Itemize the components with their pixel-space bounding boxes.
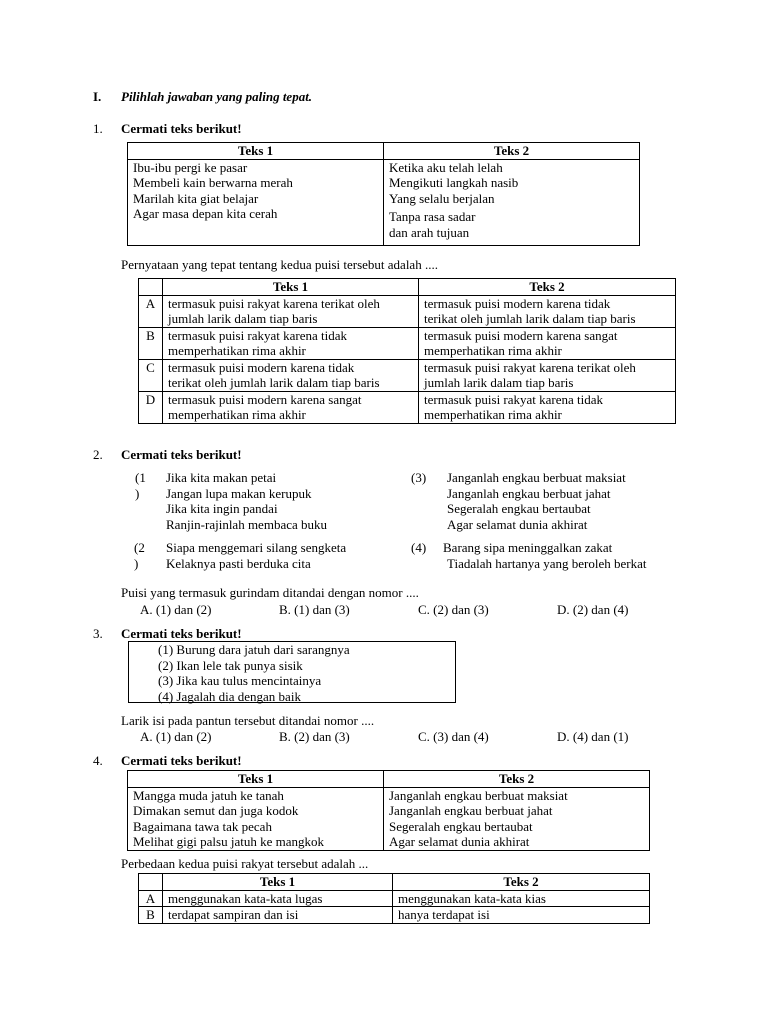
poem-number-part: ) (134, 556, 139, 571)
option-row-d[interactable] (139, 391, 676, 423)
poem-line: Melihat gigi palsu jatuh ke mangkok (133, 834, 324, 849)
q4-options-table (138, 873, 650, 924)
q1-options-teks2-header: Teks 2 (419, 279, 676, 296)
q1-teks1-cell (128, 159, 384, 245)
option-teks1 (163, 327, 419, 359)
q2-instruction: Cermati teks berikut! (121, 447, 242, 462)
poem-3 (447, 470, 626, 532)
option-label: C (139, 359, 163, 391)
q2-question: Puisi yang termasuk gurindam ditandai dengan nomor .... (121, 585, 419, 600)
pantun-line: (2) Ikan lele tak punya sisik (158, 657, 303, 673)
q1-options-corner (139, 279, 163, 296)
option-text: jumlah larik dalam tiap baris (424, 375, 574, 390)
poem-line: Kelaknya pasti berduka cita (166, 555, 311, 571)
poem-line: Janganlah engkau berbuat maksiat (447, 470, 626, 485)
option-text: memperhatikan rima akhir (424, 343, 562, 358)
q3-option-c[interactable]: C. (3) dan (4) (418, 729, 489, 744)
option-teks2: menggunakan kata-kata kias (393, 890, 650, 907)
option-text: memperhatikan rima akhir (424, 407, 562, 422)
pantun-line: (3) Jika kau tulus mencintainya (158, 673, 322, 688)
option-row-a[interactable] (139, 295, 676, 327)
option-text: termasuk puisi modern karena tidak (424, 295, 611, 311)
option-teks2: hanya terdapat isi (393, 907, 650, 924)
option-text: termasuk puisi rakyat karena tidak (424, 391, 604, 407)
poem-line: Mengikuti langkah nasib (389, 175, 519, 190)
option-text: termasuk puisi rakyat karena tidak (168, 327, 348, 343)
pantun-line: (4) Jagalah dia dengan baik (158, 688, 301, 704)
option-row-b[interactable] (139, 907, 650, 924)
q4-teks1-header: Teks 1 (128, 771, 384, 788)
q1-options-table (138, 278, 676, 424)
q1-number: 1. (93, 121, 103, 136)
option-label: D (139, 391, 163, 423)
q3-pantun-box (128, 641, 456, 703)
q1-question: Pernyataan yang tepat tentang kedua puisi tersebut adalah .... (121, 257, 438, 272)
option-text: termasuk puisi modern karena tidak (168, 359, 355, 375)
q1-options-teks1-header: Teks 1 (163, 279, 419, 296)
q4-teks2-cell (384, 787, 650, 850)
option-text: memperhatikan rima akhir (168, 343, 306, 358)
q3-question: Larik isi pada pantun tersebut ditandai nomor .... (121, 713, 375, 728)
poem-number-part: (2 (134, 540, 145, 555)
option-teks1 (163, 295, 419, 327)
q4-teks1-cell (128, 787, 384, 850)
option-row-c[interactable] (139, 359, 676, 391)
q2-number: 2. (93, 447, 103, 462)
option-label: A (139, 295, 163, 327)
q2-option-c[interactable]: C. (2) dan (3) (418, 602, 489, 617)
option-teks2 (419, 391, 676, 423)
option-text: termasuk puisi rakyat karena terikat oleh (424, 359, 636, 375)
poem-line: Janganlah engkau berbuat jahat (447, 485, 611, 501)
poem-line: Membeli kain berwarna merah (133, 175, 293, 190)
option-text: termasuk puisi modern karena sangat (424, 327, 618, 343)
option-teks2 (419, 359, 676, 391)
poem-line: Barang sipa meninggalkan zakat (443, 540, 613, 555)
poem-1-number (135, 470, 146, 502)
option-label: B (139, 327, 163, 359)
poem-3-number: (3) (411, 470, 427, 485)
q4-instruction: Cermati teks berikut! (121, 753, 242, 768)
q4-options-teks1-header: Teks 1 (163, 874, 393, 891)
option-text: memperhatikan rima akhir (168, 407, 306, 422)
option-text: terikat oleh jumlah larik dalam tiap baris (424, 311, 636, 326)
poem-line: Bagaimana tawa tak pecah (133, 818, 272, 834)
poem-number-part: ) (135, 486, 140, 501)
option-text: terikat oleh jumlah larik dalam tiap baris (168, 375, 380, 390)
option-text: termasuk puisi modern karena sangat (168, 391, 362, 407)
option-teks1 (163, 391, 419, 423)
poem-2-number (134, 540, 145, 572)
option-label: A (139, 890, 163, 907)
q2-option-a[interactable]: A. (1) dan (2) (140, 602, 212, 617)
poem-2 (166, 540, 346, 571)
q4-number: 4. (93, 753, 103, 768)
section-title: Pilihlah jawaban yang paling tepat. (121, 89, 313, 104)
poem-line: Ketika aku telah lelah (389, 159, 503, 175)
poem-line: Yang selalu berjalan (389, 190, 495, 206)
option-text: jumlah larik dalam tiap baris (168, 311, 318, 326)
option-label: B (139, 907, 163, 924)
q2-option-d[interactable]: D. (2) dan (4) (557, 602, 629, 617)
option-row-b[interactable] (139, 327, 676, 359)
poem-line: Jika kita ingin pandai (166, 501, 278, 516)
q1-instruction: Cermati teks berikut! (121, 121, 242, 136)
poem-1 (166, 470, 327, 532)
q4-options-teks2-header: Teks 2 (393, 874, 650, 891)
poem-4 (443, 540, 647, 571)
option-teks2 (419, 327, 676, 359)
poem-line: Ranjin-rajinlah membaca buku (166, 516, 328, 532)
q1-teks2-header: Teks 2 (384, 143, 640, 160)
poem-line: Ibu-ibu pergi ke pasar (133, 159, 248, 175)
q4-options-corner (139, 874, 163, 891)
poem-line: Jangan lupa makan kerupuk (166, 485, 312, 501)
q4-question: Perbedaan kedua puisi rakyat tersebut adalah ... (121, 856, 369, 871)
poem-line: Dimakan semut dan juga kodok (133, 803, 299, 818)
poem-line: Siapa menggemari silang sengketa (166, 540, 347, 555)
poem-line: Segeralah engkau bertaubat (447, 501, 591, 516)
q3-number: 3. (93, 626, 103, 641)
option-teks1: terdapat sampiran dan isi (163, 907, 393, 924)
section-number: I. (93, 89, 102, 104)
poem-line: dan arah tujuan (389, 224, 470, 240)
poem-line: Agar masa depan kita cerah (133, 206, 278, 221)
q4-teks2-header: Teks 2 (384, 771, 650, 788)
option-teks2 (419, 295, 676, 327)
poem-line: Jika kita makan petai (166, 470, 277, 485)
pantun-line: (1) Burung dara jatuh dari sarangnya (158, 642, 350, 657)
q1-teks1-header: Teks 1 (128, 143, 384, 160)
poem-line: Mangga muda jatuh ke tanah (133, 787, 284, 803)
q4-text-table (127, 770, 650, 851)
poem-line: Tanpa rasa sadar (389, 209, 476, 224)
q3-option-d[interactable]: D. (4) dan (1) (557, 729, 629, 744)
poem-line: Agar selamat dunia akhirat (447, 516, 588, 532)
q1-teks2-cell (384, 159, 640, 245)
poem-line: Agar selamat dunia akhirat (389, 834, 530, 849)
poem-line: Marilah kita giat belajar (133, 190, 259, 206)
poem-line: Segeralah engkau bertaubat (389, 818, 533, 834)
poem-line: Janganlah engkau berbuat maksiat (389, 787, 568, 803)
poem-line: Tiadalah hartanya yang beroleh berkat (447, 555, 647, 571)
q1-text-table (127, 142, 640, 246)
q3-option-a[interactable]: A. (1) dan (2) (140, 729, 212, 744)
option-text: termasuk puisi rakyat karena terikat oleh (168, 295, 380, 311)
poem-line: Janganlah engkau berbuat jahat (389, 803, 553, 818)
q3-instruction: Cermati teks berikut! (121, 626, 242, 641)
option-row-a[interactable] (139, 890, 650, 907)
poem-4-number: (4) (411, 540, 427, 555)
option-teks1: menggunakan kata-kata lugas (163, 890, 393, 907)
option-teks1 (163, 359, 419, 391)
poem-number-part: (1 (135, 470, 146, 485)
q2-option-b[interactable]: B. (1) dan (3) (279, 602, 350, 617)
q3-option-b[interactable]: B. (2) dan (3) (279, 729, 350, 744)
